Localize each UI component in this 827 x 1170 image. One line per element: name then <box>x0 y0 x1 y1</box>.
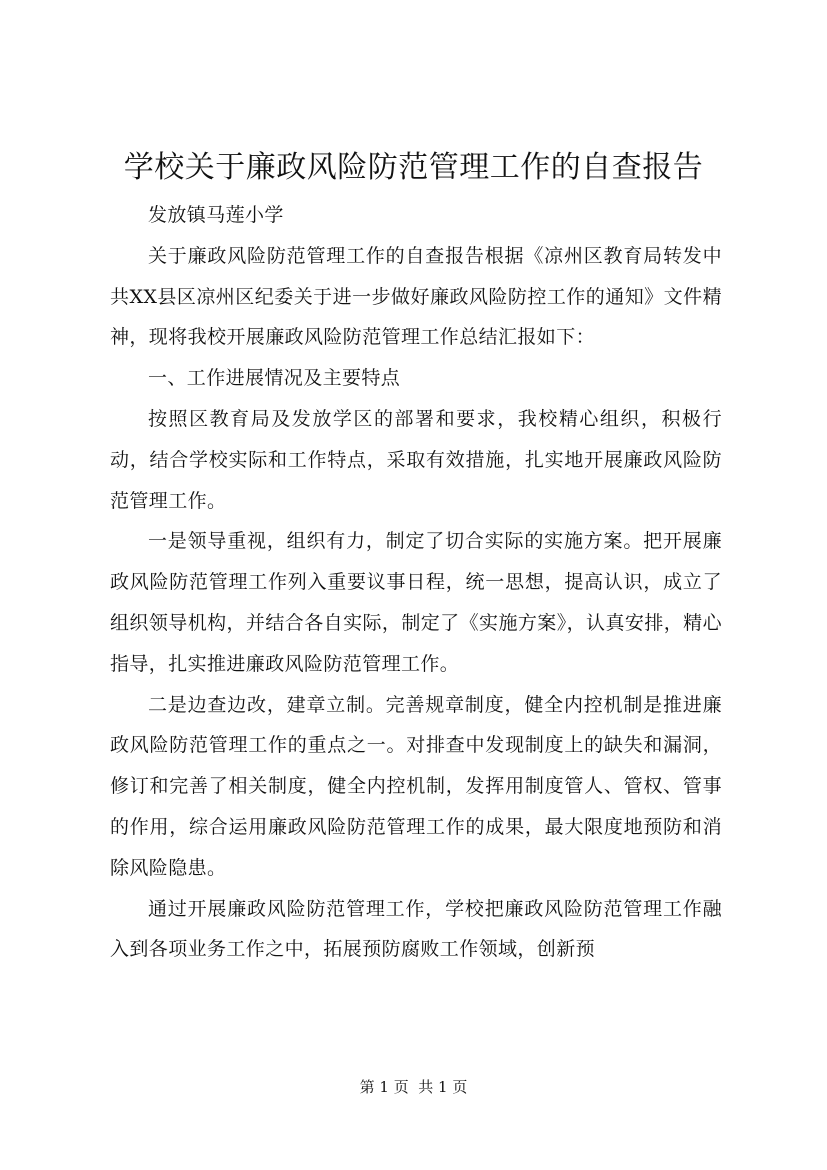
intro-paragraph: 关于廉政风险防范管理工作的自查报告根据《凉州区教育局转发中共XX县区凉州区纪委关于进一步做好廉政风险防控工作的通知》文件精神，现将我校开展廉政风险防范管理工作总结汇报如下： <box>110 244 722 349</box>
body-paragraph: 一是领导重视，组织有力，制定了切合实际的实施方案。把开展廉政风险防范管理工作列入重要议事日程，统一思想，提高认识，成立了组织领导机构，并结合各自实际，制定了《实施方案》，认真安排，精心指导，扎实推进廉政风险防范管理工作。 <box>110 530 722 675</box>
author-line: 发放镇马莲小学 <box>148 204 284 226</box>
document-body <box>110 195 722 970</box>
page-number: 第 1 页 共 1 页 <box>359 1078 468 1096</box>
document-title: 学校关于廉政风险防范管理工作的自查报告 <box>123 150 704 185</box>
body-paragraph: 通过开展廉政风险防范管理工作，学校把廉政风险防范管理工作融入到各项业务工作之中，拓展预防腐败工作领域，创新预 <box>110 897 722 961</box>
section-heading: 一、工作进展情况及主要特点 <box>148 367 401 390</box>
body-paragraph: 二是边查边改，建章立制。完善规章制度，健全内控机制是推进廉政风险防范管理工作的重点之一。对排查中发现制度上的缺失和漏洞，修订和完善了相关制度，健全内控机制，发挥用制度管人、管权、管事的作用，综合运用廉政风险防范管理工作的成果，最大限度地预防和消除风险隐患。 <box>110 693 722 879</box>
body-paragraph: 按照区教育局及发放学区的部署和要求，我校精心组织，积极行动，结合学校实际和工作特点，采取有效措施，扎实地开展廉政风险防范管理工作。 <box>110 407 722 512</box>
page-footer <box>0 1077 827 1097</box>
